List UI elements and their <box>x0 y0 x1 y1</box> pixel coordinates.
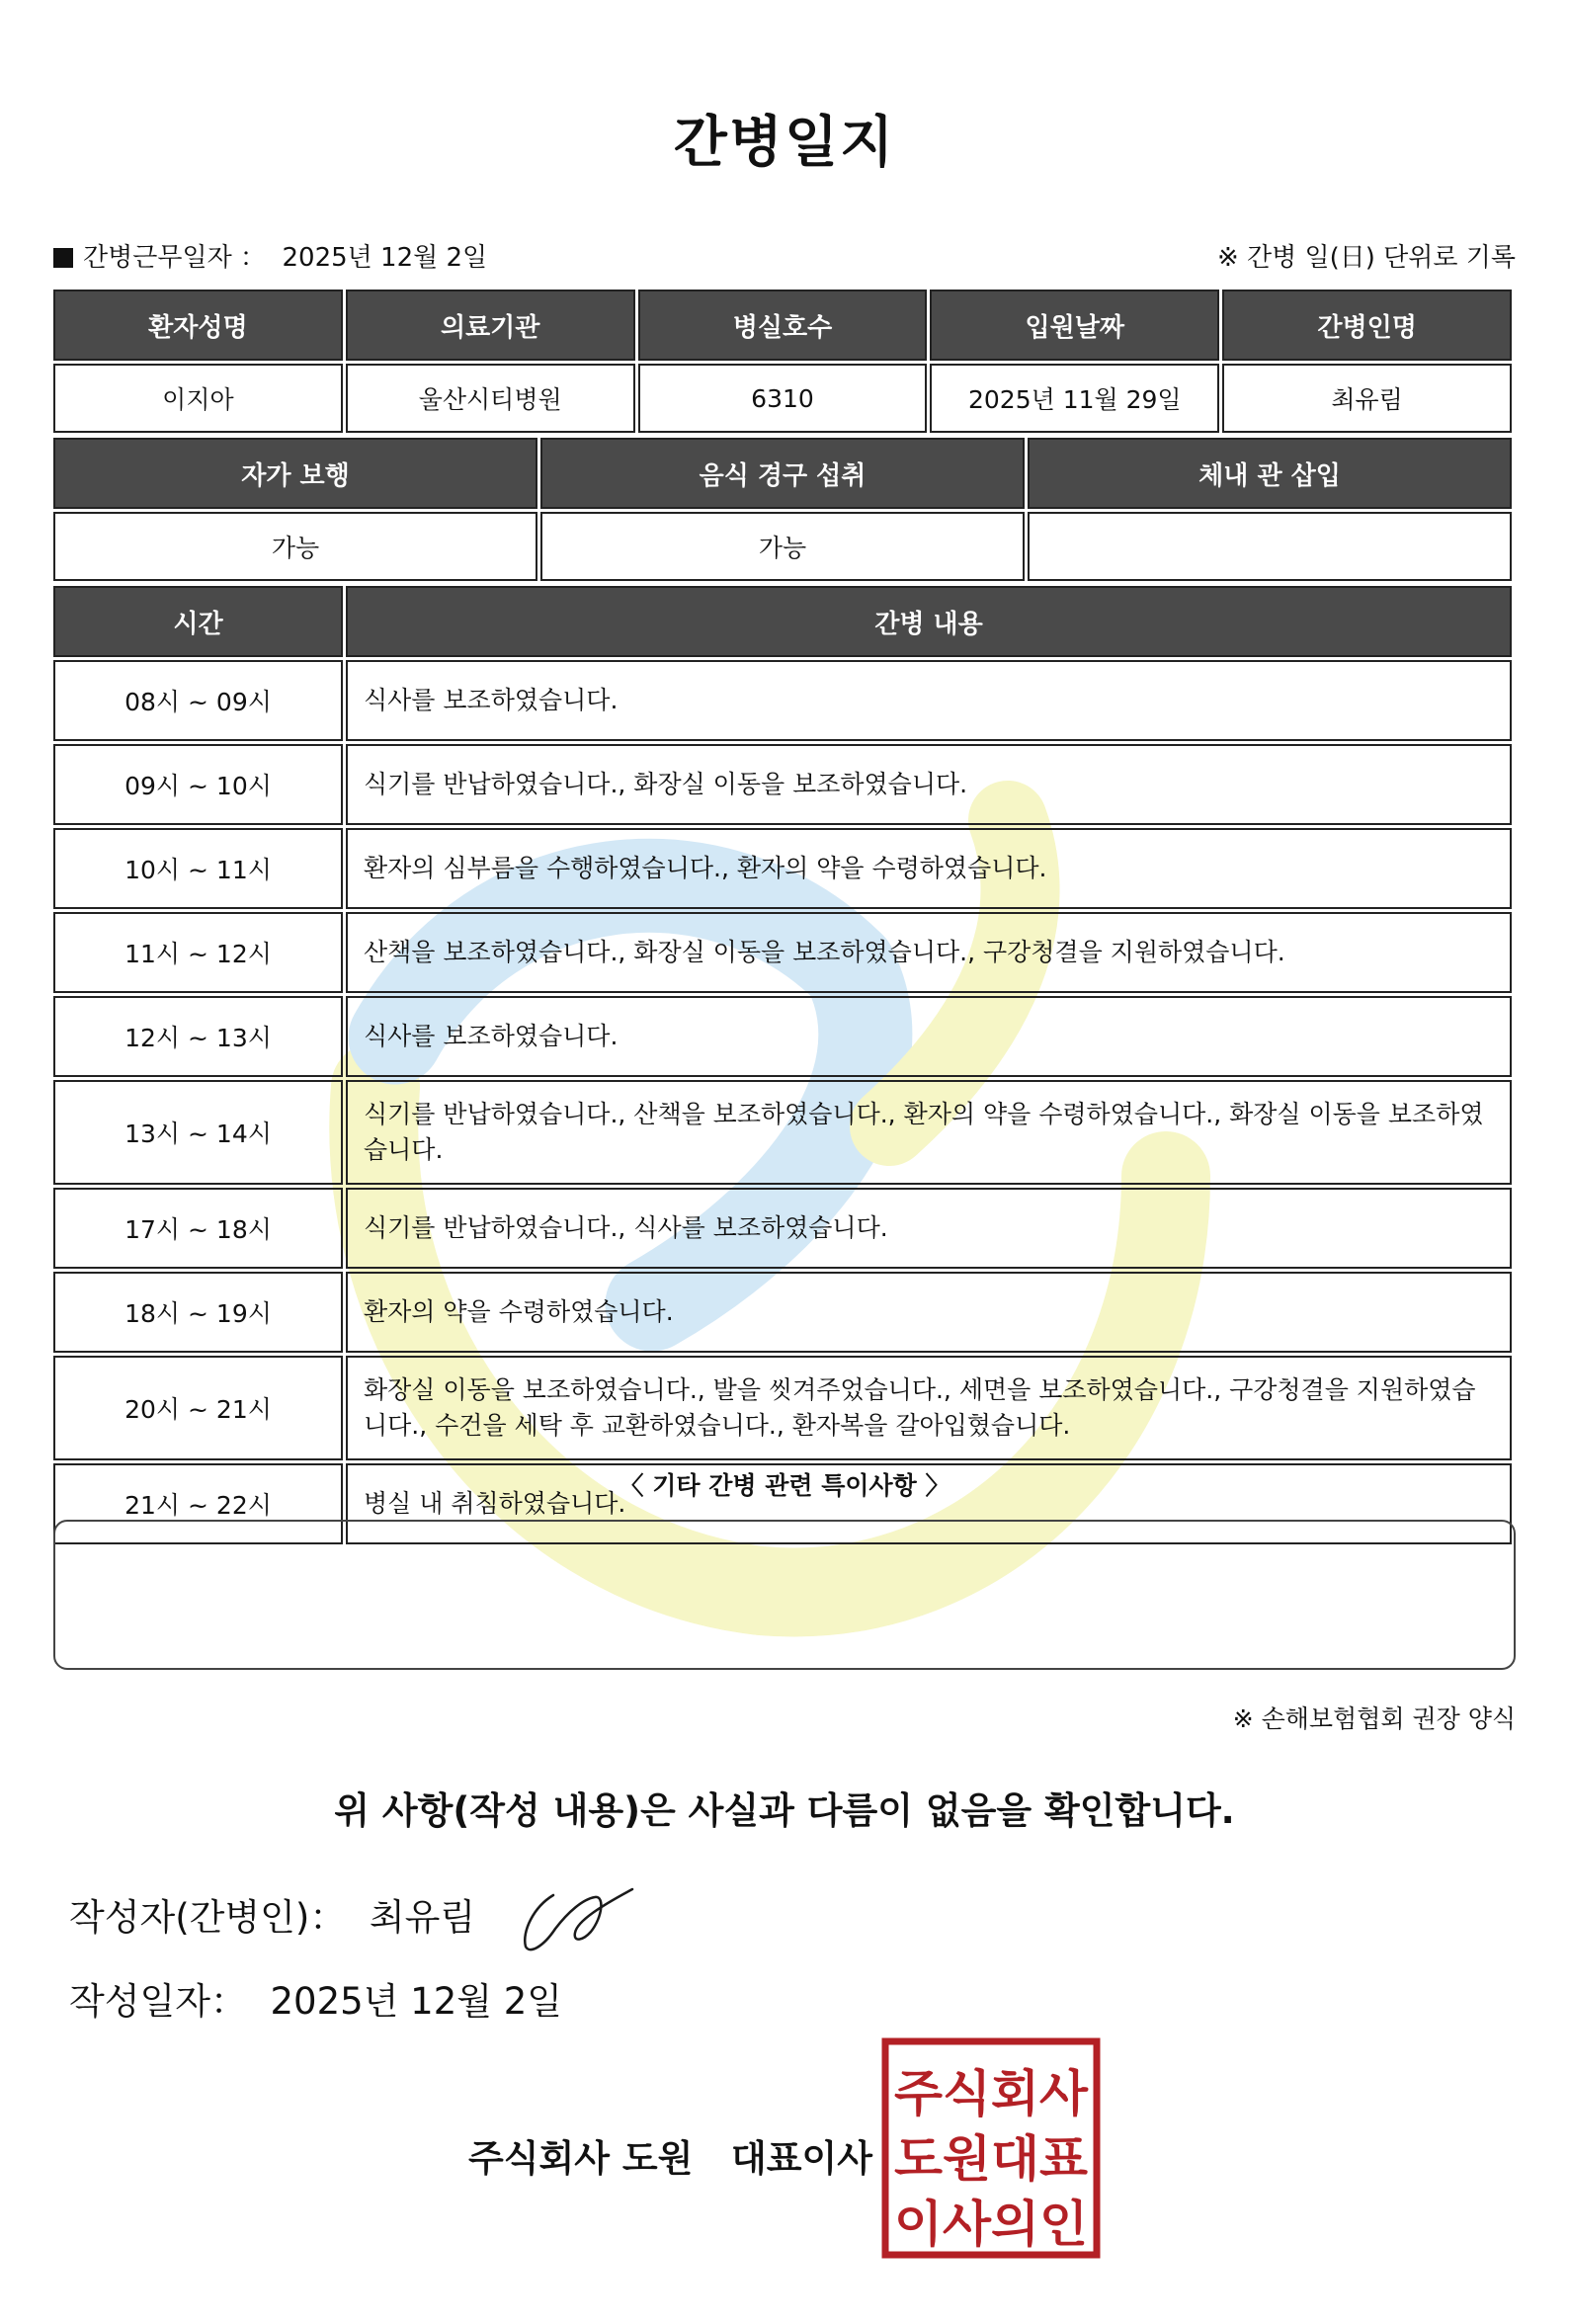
written-date-line <box>69 1971 562 2025</box>
table-row <box>53 744 1512 825</box>
patient-info-table <box>50 287 1515 436</box>
work-date <box>53 237 487 274</box>
work-date-value: 2025년 12월 2일 <box>282 243 488 273</box>
table-row <box>53 996 1512 1077</box>
info-value-row <box>53 364 1512 433</box>
svg-text:이사의인: 이사의인 <box>894 2196 1088 2253</box>
record-note: ※ 간병 일(日) 단위로 기록 <box>1216 243 1516 273</box>
svg-text:도원대표: 도원대표 <box>894 2130 1089 2188</box>
header-patient-name: 환자성명 <box>53 290 343 361</box>
company-signature-line <box>468 2128 872 2182</box>
care-log-table <box>50 583 1515 1547</box>
representative-title: 대표이사 <box>731 2137 872 2180</box>
log-content: 산책을 보조하였습니다., 화장실 이동을 보조하였습니다., 구강청결을 지원하였습니다. <box>346 912 1512 993</box>
header-caregiver-name: 간병인명 <box>1222 290 1512 361</box>
status-value-row <box>53 512 1512 581</box>
company-seal-stamp <box>881 2037 1101 2259</box>
log-time: 10시 ~ 11시 <box>53 828 343 909</box>
log-content: 병실 내 취침하였습니다. <box>346 1463 1512 1544</box>
company-name: 주식회사 도원 <box>468 2137 694 2180</box>
log-time: 17시 ~ 18시 <box>53 1188 343 1269</box>
meta-row <box>53 237 1516 277</box>
log-time: 08시 ~ 09시 <box>53 660 343 741</box>
log-content: 식기를 반납하였습니다., 식사를 보조하였습니다. <box>346 1188 1512 1269</box>
square-bullet-icon <box>53 248 73 268</box>
log-time: 09시 ~ 10시 <box>53 744 343 825</box>
log-content: 화장실 이동을 보조하였습니다., 발을 씻겨주었습니다., 세면을 보조하였습니다., 구강청결을 지원하였습니다., 수건을 세탁 후 교환하였습니다., 환자복을 갈아입혔습니다. <box>346 1356 1512 1460</box>
oral-intake-value: 가능 <box>540 512 1025 581</box>
form-source-note: ※ 손해보험협회 권장 양식 <box>1232 1704 1516 1733</box>
header-admission-date: 입원날짜 <box>930 290 1219 361</box>
special-notes-heading: 〈 기타 간병 관련 특이사항 〉 <box>619 1471 950 1500</box>
confirmation-statement: 위 사항(작성 내용)은 사실과 다름이 없음을 확인합니다. <box>334 1789 1235 1832</box>
table-row <box>53 912 1512 993</box>
log-content: 환자의 심부름을 수행하였습니다., 환자의 약을 수령하였습니다. <box>346 828 1512 909</box>
signature-image <box>514 1877 642 1956</box>
header-hospital: 의료기관 <box>346 290 635 361</box>
status-header-row <box>53 438 1512 509</box>
special-notes-box <box>53 1520 1516 1670</box>
caregiver-name: 최유림 <box>1222 364 1512 433</box>
header-self-walking: 자가 보행 <box>53 438 537 509</box>
log-content: 식사를 보조하였습니다. <box>346 996 1512 1077</box>
log-header-row <box>53 586 1512 657</box>
log-time: 18시 ~ 19시 <box>53 1272 343 1353</box>
patient-name: 이지아 <box>53 364 343 433</box>
table-row <box>53 1080 1512 1185</box>
info-header-row <box>53 290 1512 361</box>
header-time: 시간 <box>53 586 343 657</box>
log-content: 식기를 반납하였습니다., 산책을 보조하였습니다., 환자의 약을 수령하였습니다., 화장실 이동을 보조하였습니다. <box>346 1080 1512 1185</box>
patient-status-table <box>50 435 1515 584</box>
tube-insertion-value <box>1028 512 1512 581</box>
log-time: 11시 ~ 12시 <box>53 912 343 993</box>
header-tube-insertion: 체내 관 삽입 <box>1028 438 1512 509</box>
table-row <box>53 828 1512 909</box>
room-number: 6310 <box>638 364 928 433</box>
writer-label: 작성자(간병인)： <box>69 1896 347 1939</box>
log-time: 12시 ~ 13시 <box>53 996 343 1077</box>
table-row <box>53 1272 1512 1353</box>
admission-date: 2025년 11월 29일 <box>930 364 1219 433</box>
hospital-name: 울산시티병원 <box>346 364 635 433</box>
log-content: 식기를 반납하였습니다., 화장실 이동을 보조하였습니다. <box>346 744 1512 825</box>
written-date-label: 작성일자： <box>69 1980 247 2023</box>
header-oral-intake: 음식 경구 섭취 <box>540 438 1025 509</box>
self-walking-value: 가능 <box>53 512 537 581</box>
svg-text:주식회사: 주식회사 <box>894 2065 1089 2122</box>
log-time: 21시 ~ 22시 <box>53 1463 343 1544</box>
table-row <box>53 1356 1512 1460</box>
log-time: 20시 ~ 21시 <box>53 1356 343 1460</box>
header-room-number: 병실호수 <box>638 290 928 361</box>
log-content: 환자의 약을 수령하였습니다. <box>346 1272 1512 1353</box>
table-row <box>53 1188 1512 1269</box>
writer-line <box>69 1887 475 1941</box>
writer-name: 최유림 <box>369 1896 476 1939</box>
document-title: 간병일지 <box>673 111 896 175</box>
header-care-content: 간병 내용 <box>346 586 1512 657</box>
log-content: 식사를 보조하였습니다. <box>346 660 1512 741</box>
log-time: 13시 ~ 14시 <box>53 1080 343 1185</box>
table-row <box>53 660 1512 741</box>
written-date-value: 2025년 12월 2일 <box>270 1980 563 2023</box>
work-date-label: 간병근무일자 ： <box>83 243 266 273</box>
